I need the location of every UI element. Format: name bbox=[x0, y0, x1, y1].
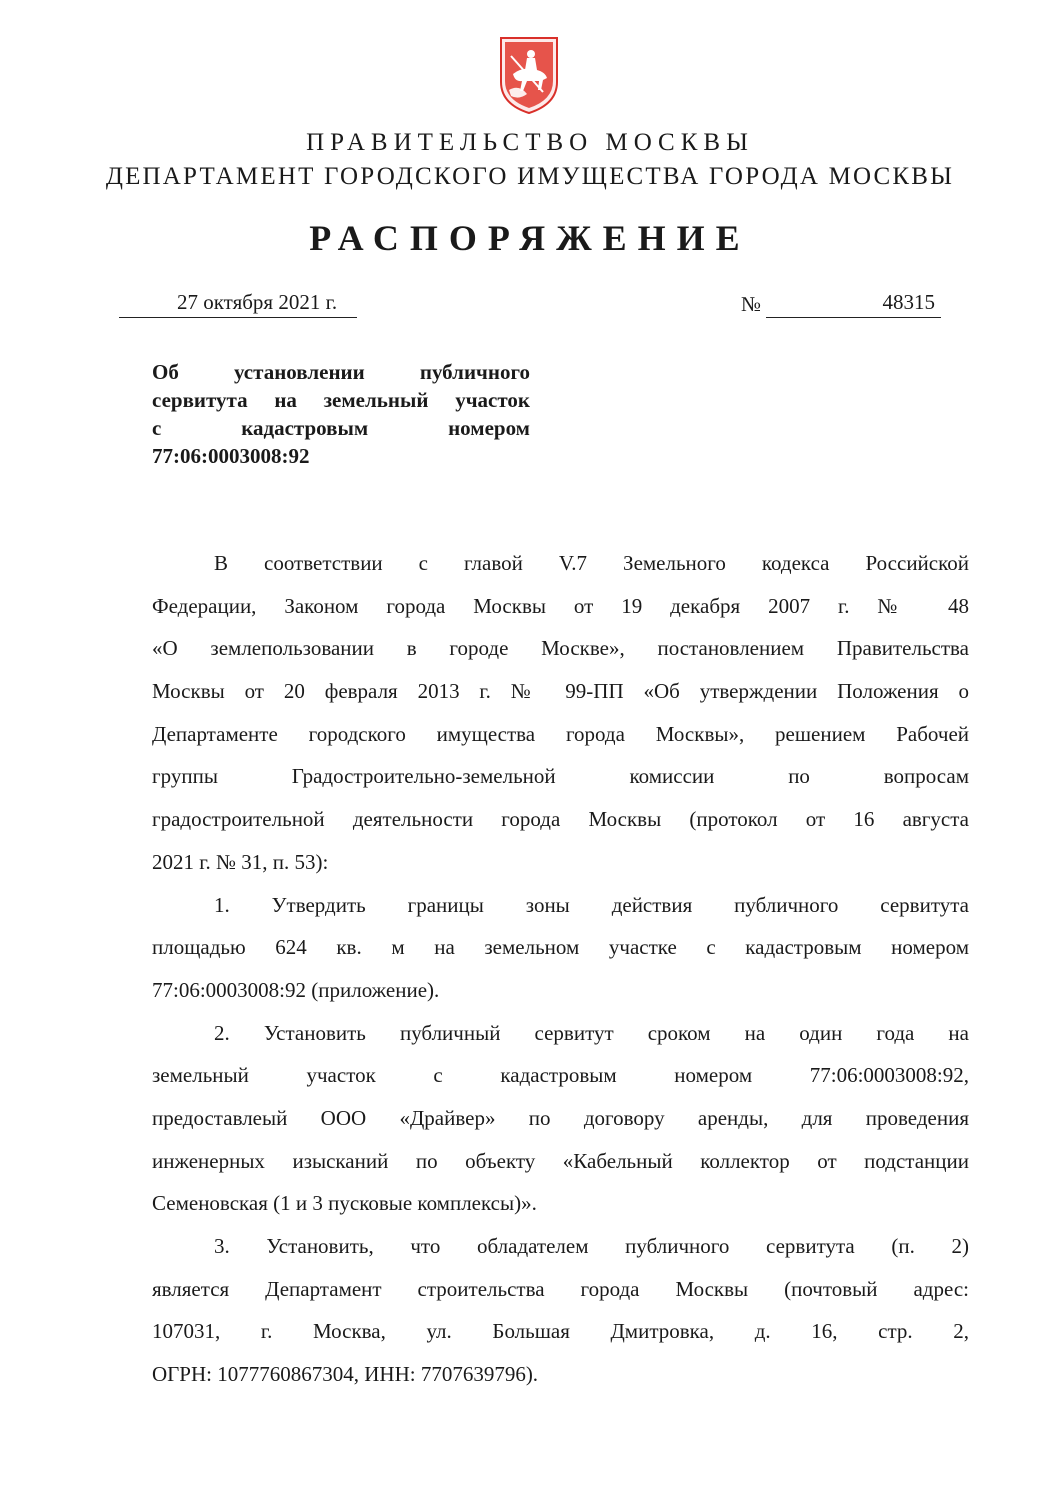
item1-line: 1. Утвердить границы зоны действия публичного сервитута bbox=[214, 892, 969, 917]
document-type: РАСПОРЯЖЕНИЕ bbox=[309, 218, 751, 258]
item3-line: 107031, г. Москва, ул. Большая Дмитровка, д. 16, стр. 2, bbox=[152, 1319, 969, 1344]
item3-line: является Департамент строительства города Москвы (почтовый адрес: bbox=[152, 1276, 969, 1301]
department-title: ДЕПАРТАМЕНТ ГОРОДСКОГО ИМУЩЕСТВА ГОРОДА МОСКВЫ bbox=[105, 163, 955, 190]
preamble-line: градостроительной деятельности города Москвы (протокол от 16 августа bbox=[152, 807, 969, 832]
document-body bbox=[152, 542, 969, 1396]
item3-line: ОГРН: 1077760867304, ИНН: 7707639796). bbox=[152, 1362, 539, 1387]
subject-line: с кадастровым номером bbox=[152, 416, 530, 440]
date-field bbox=[119, 289, 357, 318]
item3-line: 3. Установить, что обладателем публичного сервитута (п. 2) bbox=[214, 1234, 969, 1258]
item2-line: предоставлеый ООО «Драйвер» по договору аренды, для проведения bbox=[152, 1105, 969, 1130]
subject-line: сервитута на земельный участок bbox=[152, 388, 530, 412]
item1-line: площадью 624 кв. м на земельном участке с кадастровым номером bbox=[152, 935, 969, 960]
item2-line: 2. Установить публичный сервитут сроком на один года на bbox=[214, 1020, 969, 1045]
document-date: 27 октября 2021 г. bbox=[177, 290, 338, 314]
preamble-line: «О землепользовании в городе Москве», постановлением Правительства bbox=[152, 636, 969, 661]
number-sign: № bbox=[741, 292, 762, 316]
item1-line: 77:06:0003008:92 (приложение). bbox=[152, 977, 440, 1002]
number-field bbox=[766, 289, 941, 318]
preamble-line: Департаменте городского имущества города Москвы», решением Рабочей bbox=[152, 721, 969, 746]
document-subject bbox=[152, 358, 530, 470]
preamble-line: группы Градостроительно-земельной комиссии по вопросам bbox=[152, 764, 969, 789]
item2-line: Семеновская (1 и 3 пусковые комплексы)». bbox=[152, 1191, 537, 1216]
item2-line: земельный участок с кадастровым номером 77:06:0003008:92, bbox=[152, 1063, 969, 1088]
government-title: ПРАВИТЕЛЬСТВО МОСКВЫ bbox=[306, 129, 754, 156]
subject-line: 77:06:0003008:92 bbox=[152, 444, 310, 468]
preamble-line: Федерации, Законом города Москвы от 19 декабря 2007 г. № 48 bbox=[152, 593, 969, 618]
item2-line: инженерных изысканий по объекту «Кабельный коллектор от подстанции bbox=[152, 1148, 969, 1173]
moscow-coat-of-arms-icon bbox=[497, 34, 561, 116]
subject-line: Об установлении публичного bbox=[152, 360, 530, 384]
preamble-line: 2021 г. № 31, п. 53): bbox=[152, 849, 329, 874]
preamble-line: Москвы от 20 февраля 2013 г. № 99-ПП «Об утверждении Положения о bbox=[152, 679, 969, 704]
preamble-line: В соответствии с главой V.7 Земельного кодекса Российской bbox=[214, 551, 969, 575]
document-number: 48315 bbox=[882, 290, 935, 314]
